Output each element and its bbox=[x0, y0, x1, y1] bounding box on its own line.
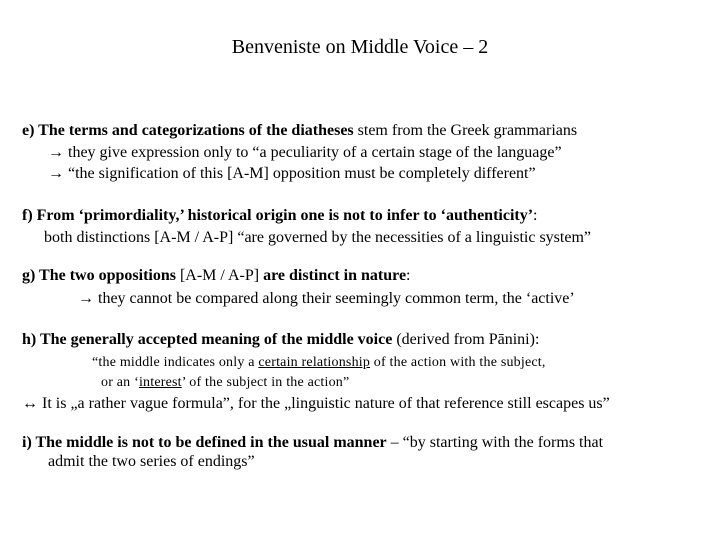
point-g-colon: : bbox=[406, 267, 411, 284]
quote-1-start: “the middle indicates only a bbox=[92, 355, 259, 370]
point-e-text: stem from the Greek grammarians bbox=[353, 122, 578, 139]
point-g-line-1 bbox=[22, 266, 411, 286]
point-i-line-2: admit the two series of endings” bbox=[48, 453, 255, 470]
slide-title: Benveniste on Middle Voice – 2 bbox=[231, 36, 489, 58]
point-h-heading: h) The generally accepted meaning of the middle voice bbox=[22, 331, 393, 348]
point-e-line-2: → they give expression only to “a peculiarity of a certain stage of the language” bbox=[48, 144, 562, 161]
quote-2-end: ’ of the subject in the action” bbox=[181, 375, 350, 390]
quote-1-underlined: certain relationship bbox=[258, 355, 371, 370]
quote-1-end: of the action with the subject, bbox=[370, 355, 546, 370]
point-i-heading: i) The middle is not to be defined in the usual manner bbox=[22, 434, 387, 451]
point-g-heading-2: are distinct in nature bbox=[263, 267, 407, 284]
point-h-line-4: ↔ It is „a rather vague formula”, for the „linguistic nature of that reference still escapes us” bbox=[22, 395, 610, 412]
point-h-quote-1 bbox=[92, 353, 546, 373]
point-f-heading: f) From ‘primordiality,’ historical origin one is not to infer to ‘authenticity’ bbox=[22, 207, 534, 224]
point-f-line-1 bbox=[22, 206, 538, 226]
point-f-line-2: both distinctions [A-M / A-P] “are governed by the necessities of a linguistic system” bbox=[44, 229, 591, 246]
point-g-line-2: → they cannot be compared along their seemingly common term, the ‘active’ bbox=[78, 290, 575, 307]
quote-2-start: or an ‘ bbox=[101, 375, 139, 390]
point-i-text: – “by starting with the forms that bbox=[386, 434, 604, 451]
point-e-heading: e) The terms and categorizations of the diatheses bbox=[22, 122, 354, 139]
point-i-line-1 bbox=[22, 433, 603, 453]
point-e-line-1 bbox=[22, 121, 577, 141]
quote-2-underlined: interest bbox=[138, 375, 182, 390]
point-h-text: (derived from Pānini): bbox=[392, 331, 540, 348]
point-f-text: : bbox=[533, 207, 538, 224]
point-e-line-3: → “the signification of this [A-M] opposition must be completely different” bbox=[48, 165, 536, 182]
point-g-bracket: [A-M / A-P] bbox=[175, 267, 264, 284]
point-h-quote-2 bbox=[101, 373, 349, 393]
point-h-line-1 bbox=[22, 330, 539, 350]
point-g-heading-1: g) The two oppositions bbox=[22, 267, 176, 284]
